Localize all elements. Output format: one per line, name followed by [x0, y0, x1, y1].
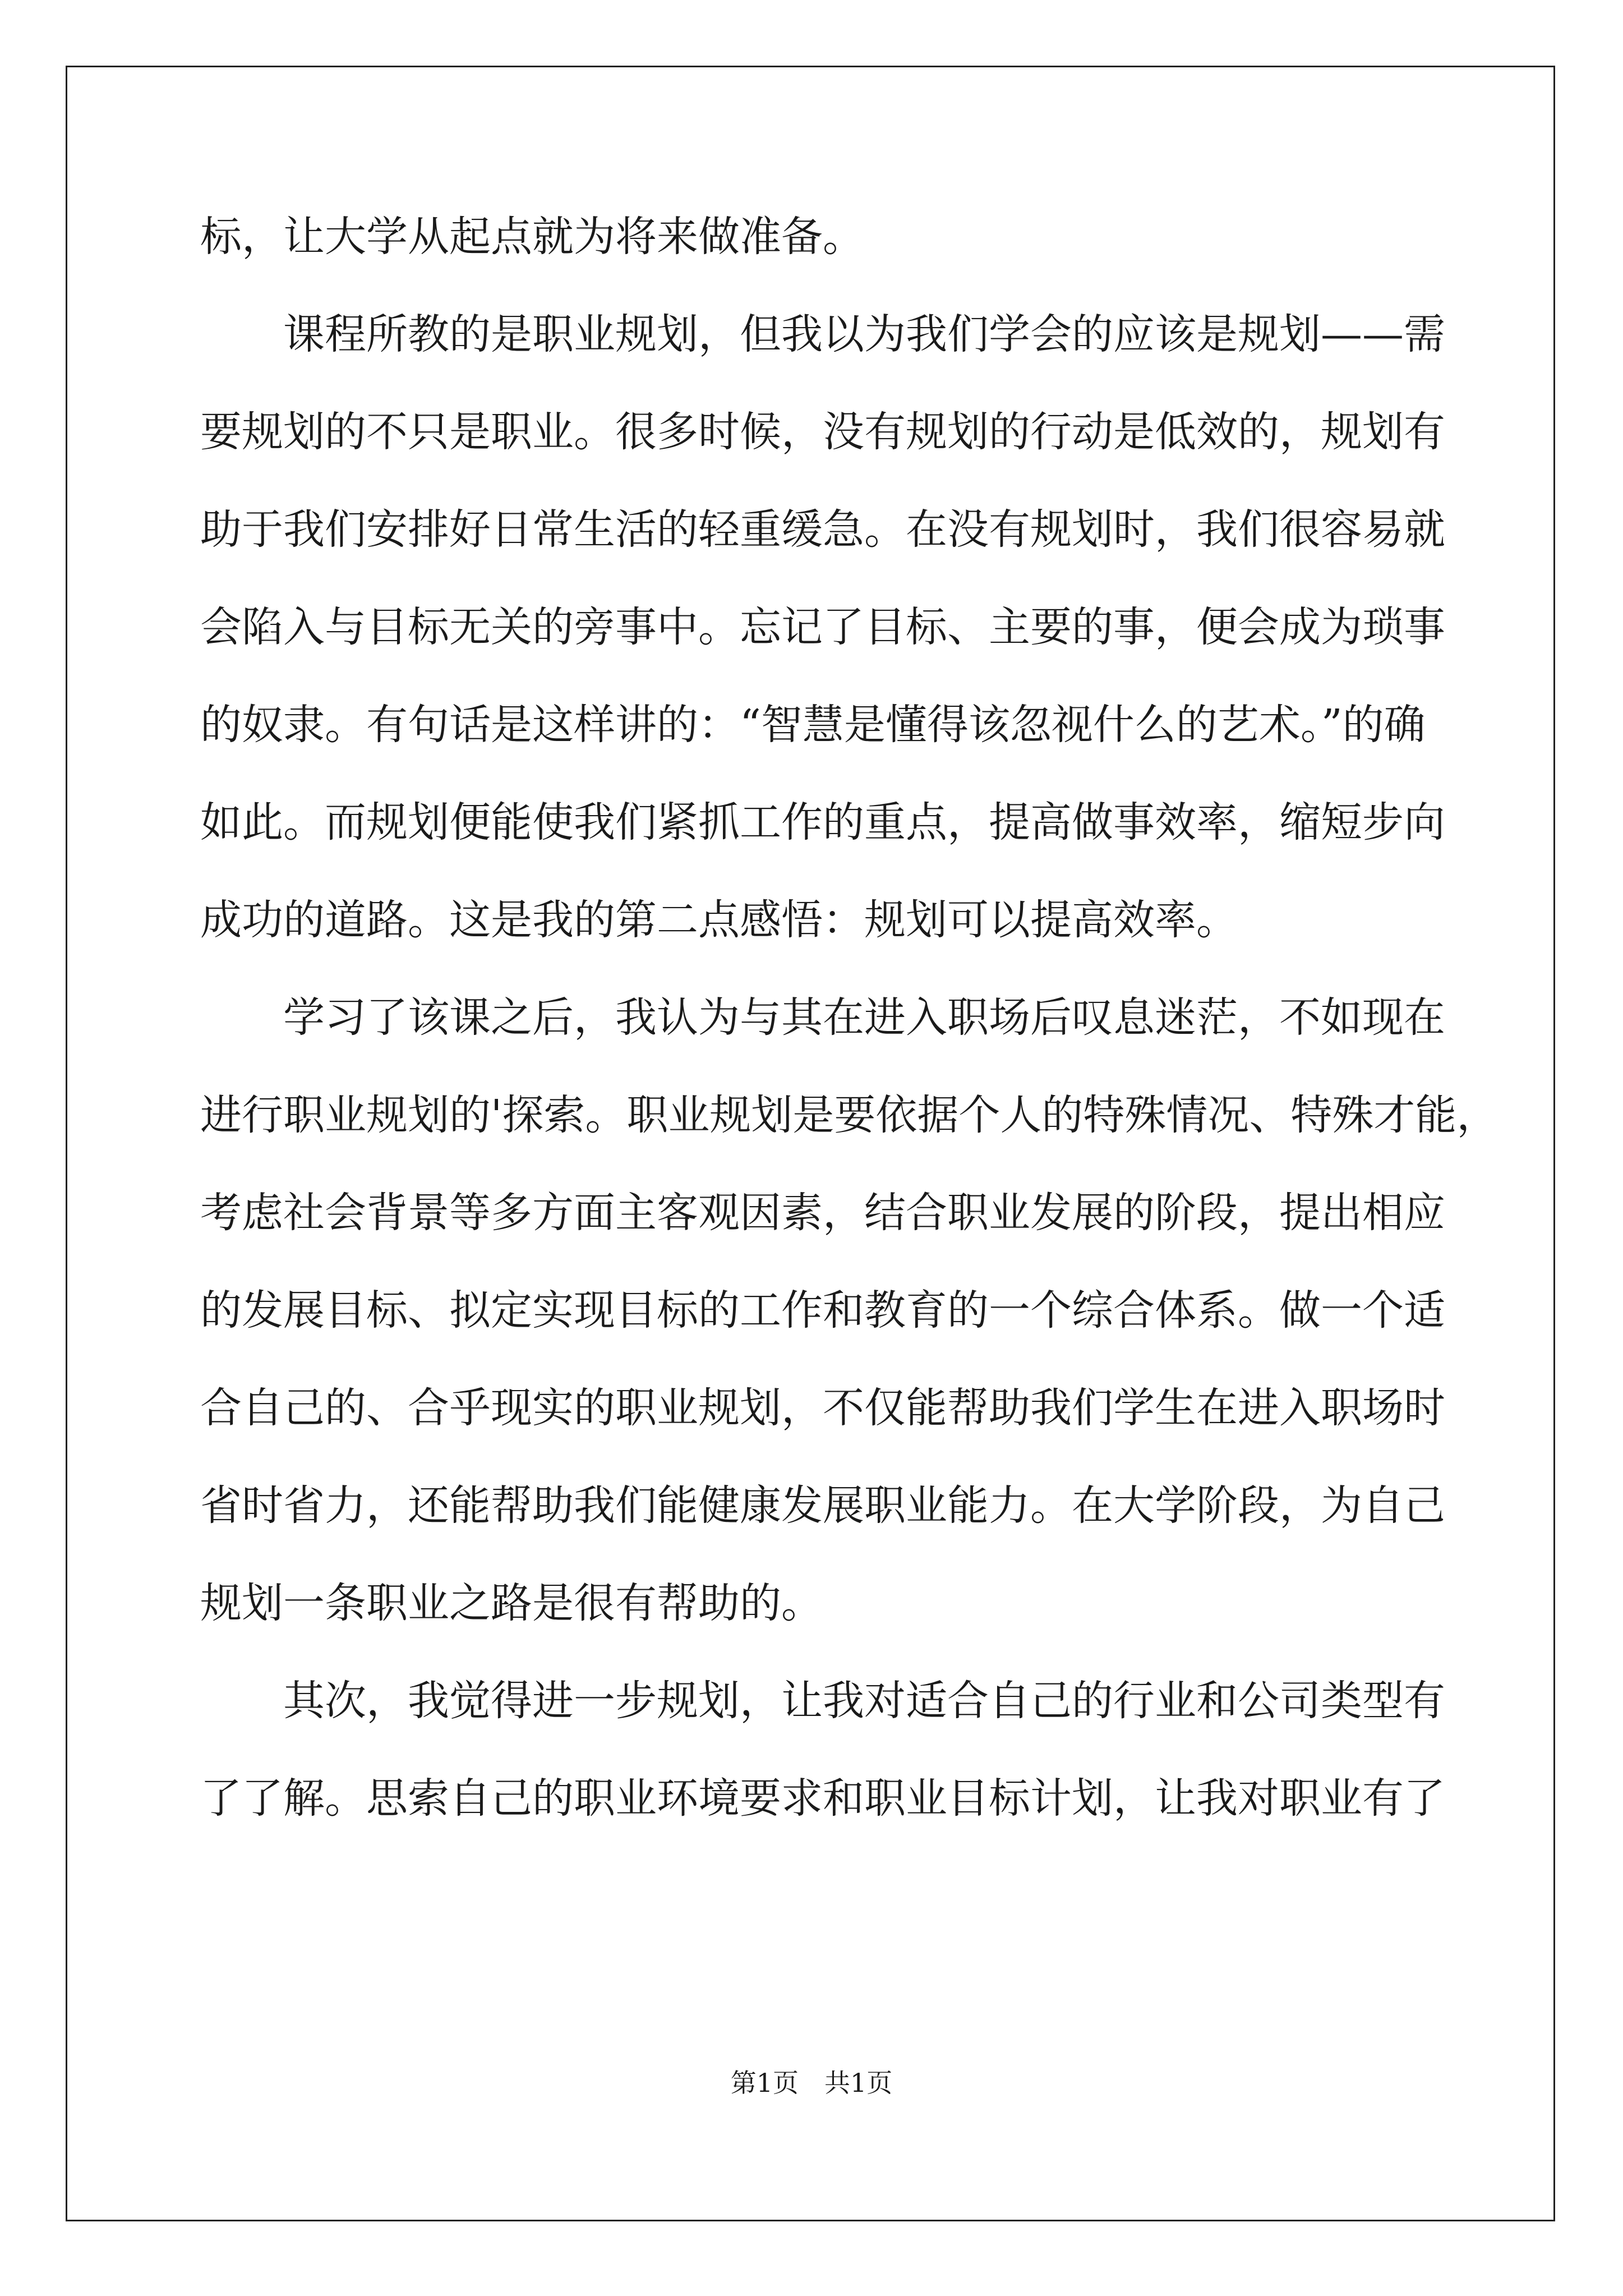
- text-line: 会陷入与目标无关的旁事中。忘记了目标、主要的事，便会成为琐事: [200, 603, 1445, 651]
- text-line: 考虑社会背景等多方面主客观因素，结合职业发展的阶段，提出相应: [200, 1189, 1445, 1237]
- text-line: 进行职业规划的'探索。职业规划是要依据个人的特殊情况、特殊才能，: [200, 1091, 1498, 1139]
- text-line: 的奴隶。有句话是这样讲的：“智慧是懂得该忽视什么的艺术。”的确: [200, 701, 1426, 749]
- text-line: 要规划的不只是职业。很多时候，没有规划的行动是低效的，规划有: [200, 408, 1445, 456]
- text-line: 成功的道路。这是我的第二点感悟：规划可以提高效率。: [200, 896, 1238, 944]
- text-line: 标，让大学从起点就为将来做准备。: [200, 213, 864, 261]
- text-line: 了了解。思索自己的职业环境要求和职业目标计划，让我对职业有了: [200, 1774, 1445, 1823]
- text-line: 学习了该课之后，我认为与其在进入职场后叹息迷茫，不如现在: [200, 993, 1445, 1042]
- text-line: 助于我们安排好日常生活的轻重缓急。在没有规划时，我们很容易就: [200, 505, 1445, 554]
- text-line: 省时省力，还能帮助我们能健康发展职业能力。在大学阶段，为自己: [200, 1481, 1445, 1530]
- page-border: [66, 66, 1555, 2221]
- page-number-footer: 第1页 共1页: [730, 2068, 893, 2098]
- text-line: 课程所教的是职业规划，但我以为我们学会的应该是规划——需: [200, 310, 1445, 358]
- text-line: 如此。而规划便能使我们紧抓工作的重点，提高做事效率，缩短步向: [200, 798, 1445, 846]
- text-line: 合自己的、合乎现实的职业规划，不仅能帮助我们学生在进入职场时: [200, 1384, 1445, 1432]
- text-line: 其次，我觉得进一步规划，让我对适合自己的行业和公司类型有: [200, 1677, 1445, 1725]
- text-line: 规划一条职业之路是很有帮助的。: [200, 1579, 823, 1627]
- text-line: 的发展目标、拟定实现目标的工作和教育的一个综合体系。做一个适: [200, 1286, 1445, 1335]
